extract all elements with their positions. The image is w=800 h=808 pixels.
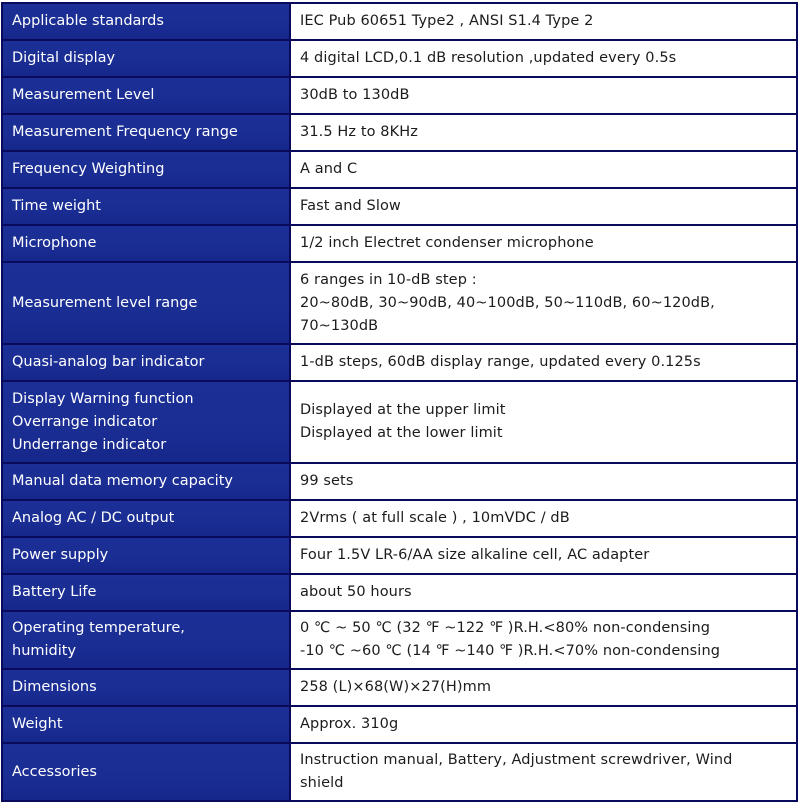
spec-row [2, 611, 797, 669]
spec-label: Quasi-analog bar indicator [2, 344, 290, 381]
spec-row [2, 3, 797, 40]
spec-value: Approx. 310g [290, 706, 797, 743]
spec-row [2, 500, 797, 537]
spec-value: 31.5 Hz to 8KHz [290, 114, 797, 151]
spec-value: 6 ranges in 10-dB step : 20~80dB, 30~90dB, 40~100dB, 50~110dB, 60~120dB, 70~130dB [290, 262, 797, 344]
spec-label: Operating temperature, humidity [2, 611, 290, 669]
spec-row [2, 344, 797, 381]
spec-label: Weight [2, 706, 290, 743]
spec-row [2, 463, 797, 500]
spec-row [2, 537, 797, 574]
spec-row [2, 706, 797, 743]
spec-label: Manual data memory capacity [2, 463, 290, 500]
spec-row [2, 114, 797, 151]
spec-label: Analog AC / DC output [2, 500, 290, 537]
spec-value: A and C [290, 151, 797, 188]
spec-label: Measurement level range [2, 262, 290, 344]
spec-row [2, 574, 797, 611]
spec-value: 258 (L)×68(W)×27(H)mm [290, 669, 797, 706]
spec-label: Accessories [2, 743, 290, 801]
spec-label: Digital display [2, 40, 290, 77]
spec-value: 99 sets [290, 463, 797, 500]
spec-label: Display Warning function Overrange indicator Underrange indicator [2, 381, 290, 463]
specifications-table [1, 2, 798, 802]
spec-row [2, 262, 797, 344]
spec-value: 1/2 inch Electret condenser microphone [290, 225, 797, 262]
spec-row [2, 669, 797, 706]
spec-row [2, 225, 797, 262]
spec-label: Measurement Level [2, 77, 290, 114]
spec-row [2, 40, 797, 77]
spec-label: Battery Life [2, 574, 290, 611]
spec-value: about 50 hours [290, 574, 797, 611]
spec-value: 30dB to 130dB [290, 77, 797, 114]
spec-value: Instruction manual, Battery, Adjustment screwdriver, Wind shield [290, 743, 797, 801]
spec-label: Applicable standards [2, 3, 290, 40]
spec-row [2, 188, 797, 225]
spec-value: 1-dB steps, 60dB display range, updated every 0.125s [290, 344, 797, 381]
spec-value: 2Vrms ( at full scale ) , 10mVDC / dB [290, 500, 797, 537]
spec-row [2, 743, 797, 801]
spec-label: Power supply [2, 537, 290, 574]
spec-label: Measurement Frequency range [2, 114, 290, 151]
spec-label: Microphone [2, 225, 290, 262]
spec-row [2, 151, 797, 188]
spec-value: IEC Pub 60651 Type2 , ANSI S1.4 Type 2 [290, 3, 797, 40]
specifications-body [2, 3, 797, 801]
spec-value: Four 1.5V LR-6/AA size alkaline cell, AC adapter [290, 537, 797, 574]
spec-label: Time weight [2, 188, 290, 225]
spec-row [2, 381, 797, 463]
spec-row [2, 77, 797, 114]
spec-label: Dimensions [2, 669, 290, 706]
spec-value: Fast and Slow [290, 188, 797, 225]
spec-value: 4 digital LCD,0.1 dB resolution ,updated every 0.5s [290, 40, 797, 77]
spec-value: 0 ℃ ~ 50 ℃ (32 ℉ ~122 ℉ )R.H.<80% non-condensing -10 ℃ ~60 ℃ (14 ℉ ~140 ℉ )R.H.<70% non-condensing [290, 611, 797, 669]
spec-label: Frequency Weighting [2, 151, 290, 188]
spec-value: Displayed at the upper limit Displayed at the lower limit [290, 381, 797, 463]
